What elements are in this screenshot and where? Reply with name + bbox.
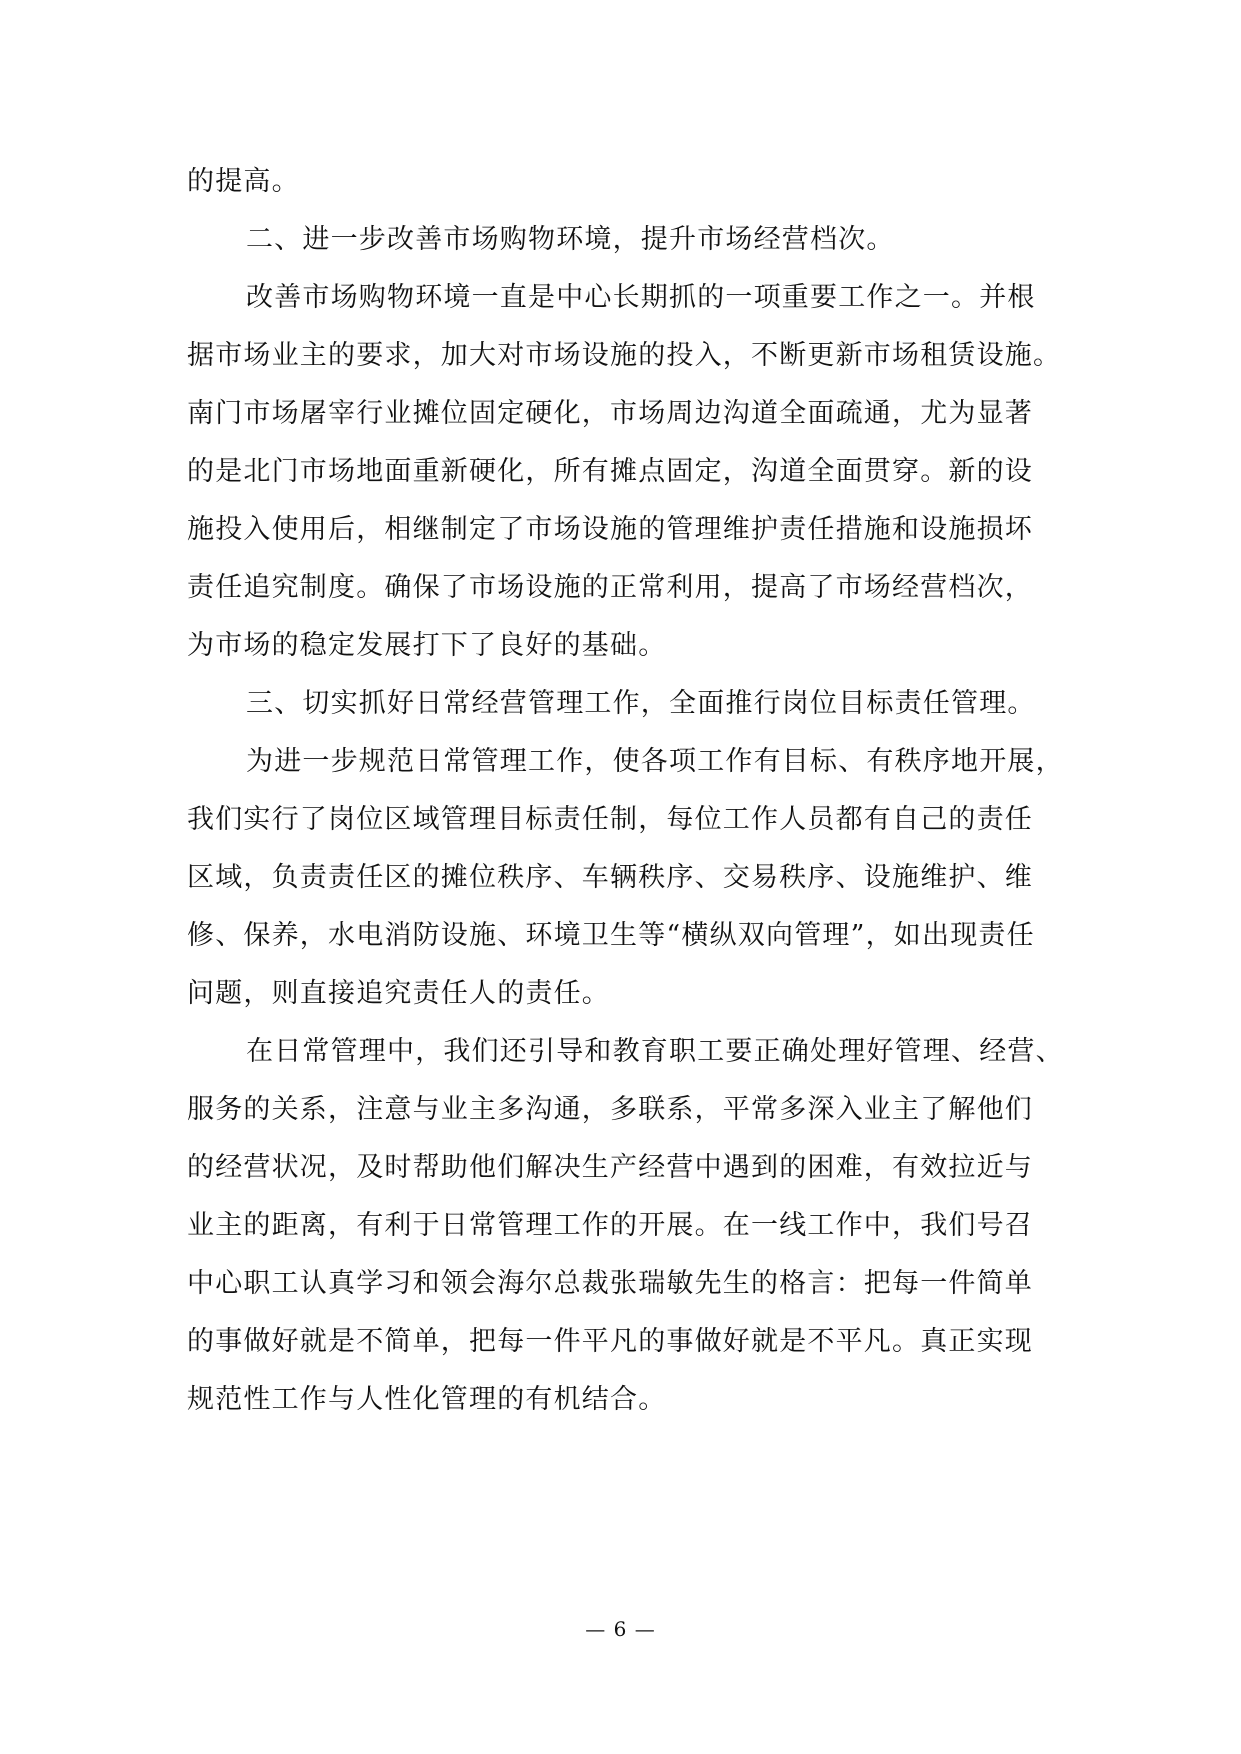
- paragraph-line: 的是北门市场地面重新硬化，所有摊点固定，沟道全面贯穿。新的设: [187, 456, 1033, 487]
- paragraph-line: 我们实行了岗位区域管理目标责任制，每位工作人员都有自己的责任: [187, 804, 1033, 835]
- paragraph-line: 服务的关系，注意与业主多沟通，多联系，平常多深入业主了解他们: [187, 1094, 1033, 1125]
- paragraph-line: 施投入使用后，相继制定了市场设施的管理维护责任措施和设施损坏: [187, 514, 1033, 545]
- paragraph-line: 业主的距离，有利于日常管理工作的开展。在一线工作中，我们号召: [187, 1210, 1033, 1241]
- paragraph-line: 为进一步规范日常管理工作，使各项工作有目标、有秩序地开展，: [246, 746, 1064, 777]
- paragraph-line: 南门市场屠宰行业摊位固定硬化，市场周边沟道全面疏通，尤为显著: [187, 398, 1033, 429]
- paragraph-line: 规范性工作与人性化管理的有机结合。: [187, 1384, 667, 1415]
- paragraph-line: 的事做好就是不简单，把每一件平凡的事做好就是不平凡。真正实现: [187, 1326, 1033, 1357]
- paragraph-line: 区域，负责责任区的摊位秩序、车辆秩序、交易秩序、设施维护、维: [187, 862, 1033, 893]
- paragraph-line: 中心职工认真学习和领会海尔总裁张瑞敏先生的格言：把每一件简单: [187, 1268, 1033, 1299]
- paragraph-line: 的提高。: [187, 166, 300, 197]
- paragraph-line: 责任追究制度。确保了市场设施的正常利用，提高了市场经营档次，: [187, 572, 1033, 603]
- paragraph-line: 据市场业主的要求，加大对市场设施的投入，不断更新市场租赁设施。: [187, 340, 1062, 371]
- section-heading: 三、切实抓好日常经营管理工作，全面推行岗位目标责任管理。: [246, 688, 1036, 719]
- paragraph-line: 为市场的稳定发展打下了良好的基础。: [187, 630, 667, 661]
- paragraph-line: 在日常管理中，我们还引导和教育职工要正确处理好管理、经营、: [246, 1036, 1064, 1067]
- paragraph-line: 的经营状况，及时帮助他们解决生产经营中遇到的困难，有效拉近与: [187, 1152, 1033, 1183]
- paragraph-line: 问题，则直接追究责任人的责任。: [187, 978, 610, 1009]
- paragraph-line: 修、保养，水电消防设施、环境卫生等“横纵双向管理”，如出现责任: [187, 920, 1035, 951]
- page-number: — 6 —: [585, 1617, 656, 1641]
- paragraph-line: 改善市场购物环境一直是中心长期抓的一项重要工作之一。并根: [246, 282, 1036, 313]
- section-heading: 二、进一步改善市场购物环境，提升市场经营档次。: [246, 224, 895, 255]
